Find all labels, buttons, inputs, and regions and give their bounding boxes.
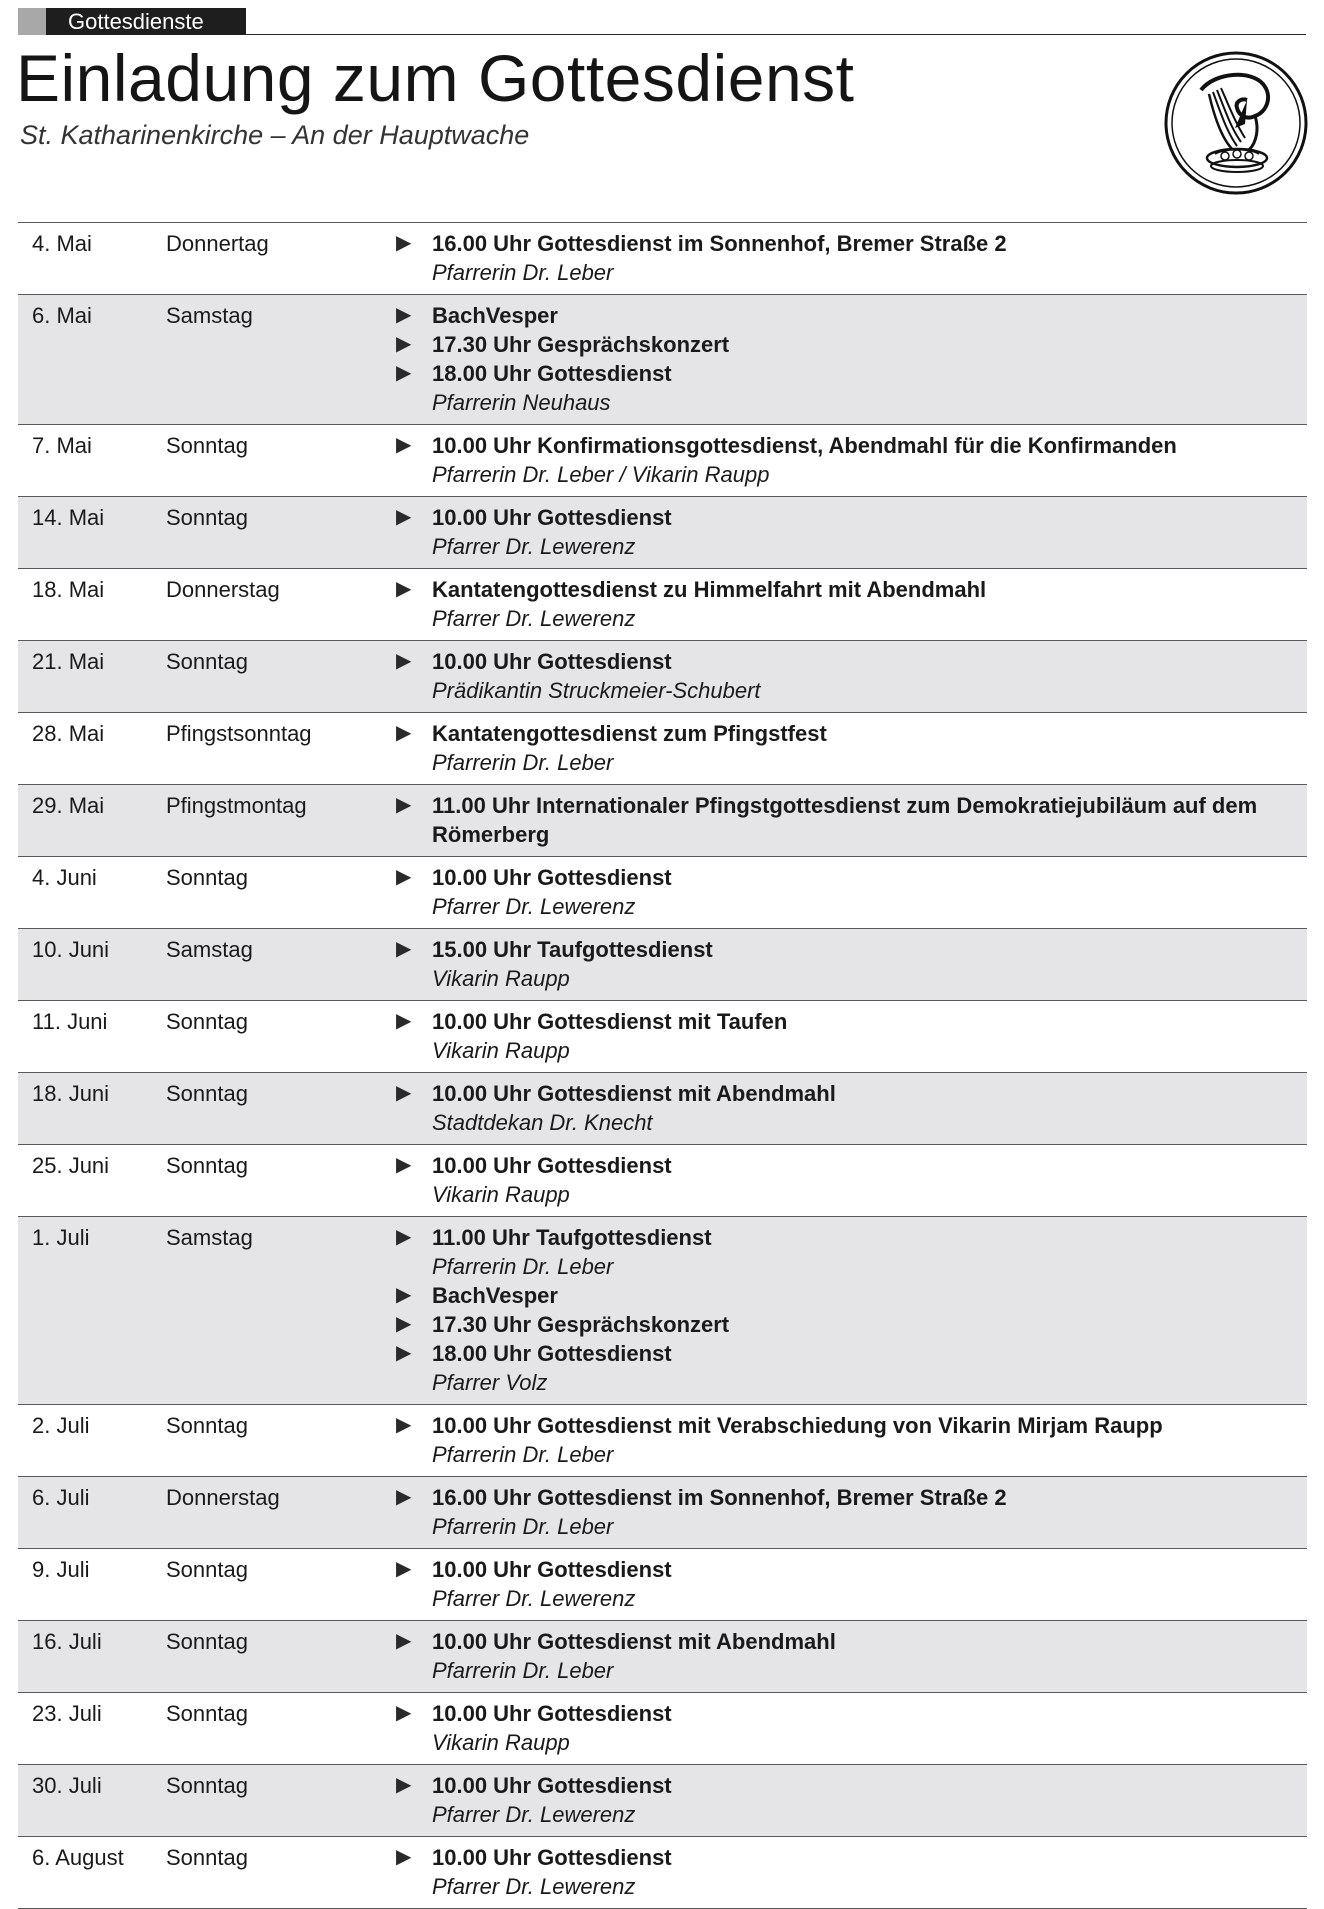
service-officiant [362, 388, 1307, 417]
section-tag-accent [18, 8, 46, 35]
schedule-row [18, 497, 1307, 569]
arrow-right-icon [362, 460, 432, 489]
arrow-right-icon: ▶ [396, 1558, 412, 1580]
event-text: 10.00 Uhr Gottesdienst [432, 1845, 672, 1870]
event-text: 11.00 Uhr Taufgottesdienst [432, 1225, 712, 1250]
arrow-right-icon: ▶ [396, 1702, 412, 1724]
event-text: 17.30 Uhr Gesprächskonzert [432, 332, 730, 357]
schedule-row [18, 1765, 1307, 1837]
service-officiant [362, 1108, 1307, 1137]
service-officiant [362, 1368, 1307, 1397]
service-officiant [362, 1180, 1307, 1209]
event-text: 15.00 Uhr Taufgottesdienst [432, 937, 713, 962]
service-date: 7. Mai [32, 433, 92, 458]
officiant-name: Pfarrerin Dr. Leber / Vikarin Raupp [432, 462, 770, 487]
service-weekday: Donnerstag [166, 577, 280, 602]
pelican-emblem-icon [1163, 50, 1309, 196]
schedule-row [18, 785, 1307, 857]
service-events [362, 1079, 1307, 1137]
event-text: BachVesper [432, 303, 558, 328]
arrow-right-icon: ▶ [396, 1082, 412, 1104]
officiant-name: Pfarrer Dr. Lewerenz [432, 1586, 636, 1611]
service-weekday: Sonntag [166, 649, 248, 674]
service-events [362, 935, 1307, 993]
section-tag-label: Gottesdienste [46, 8, 246, 35]
arrow-right-icon [362, 1584, 432, 1613]
service-officiant [362, 1440, 1307, 1469]
service-officiant [362, 1252, 1307, 1281]
service-events [362, 229, 1307, 287]
service-officiant [362, 964, 1307, 993]
service-events [362, 719, 1307, 777]
service-date: 2. Juli [32, 1413, 90, 1438]
service-date: 18. Mai [32, 577, 105, 602]
service-events [362, 1555, 1307, 1613]
officiant-name: Pfarrerin Neuhaus [432, 390, 611, 415]
service-officiant [362, 1872, 1307, 1901]
officiant-name: Pfarrer Volz [432, 1370, 548, 1395]
schedule-row [18, 1549, 1307, 1621]
officiant-name: Pfarrerin Dr. Leber [432, 1442, 614, 1467]
arrow-right-icon: ▶ [396, 1342, 412, 1364]
service-officiant [362, 1584, 1307, 1613]
service-weekday: Pfingstsonntag [166, 721, 312, 746]
officiant-name: Pfarrer Dr. Lewerenz [432, 606, 636, 631]
service-event [362, 1223, 1307, 1252]
service-events [362, 1151, 1307, 1209]
service-event [362, 791, 1307, 849]
arrow-right-icon: ▶ [396, 722, 412, 744]
service-date: 1. Juli [32, 1225, 90, 1250]
schedule-row [18, 222, 1307, 295]
event-text: 10.00 Uhr Konfirmationsgottesdienst, Abendmahl für die Konfirmanden [432, 433, 1177, 458]
officiant-name: Pfarrerin Dr. Leber [432, 260, 614, 285]
service-weekday: Sonntag [166, 1153, 248, 1178]
page-title: Einladung zum Gottesdienst [16, 41, 855, 115]
arrow-right-icon [362, 676, 432, 705]
service-officiant [362, 1800, 1307, 1829]
schedule-row [18, 1073, 1307, 1145]
event-text: 10.00 Uhr Gottesdienst [432, 1701, 672, 1726]
service-event [362, 330, 1307, 359]
service-officiant [362, 258, 1307, 287]
service-events [362, 1223, 1307, 1397]
officiant-name: Vikarin Raupp [432, 1730, 570, 1755]
service-event [362, 359, 1307, 388]
service-events [362, 301, 1307, 417]
service-weekday: Sonntag [166, 1557, 248, 1582]
schedule-row [18, 425, 1307, 497]
service-event [362, 301, 1307, 330]
service-officiant [362, 1728, 1307, 1757]
event-text: Kantatengottesdienst zum Pfingstfest [432, 721, 827, 746]
event-text: 10.00 Uhr Gottesdienst [432, 1773, 672, 1798]
officiant-name: Vikarin Raupp [432, 966, 570, 991]
service-event [362, 1699, 1307, 1728]
service-weekday: Sonntag [166, 505, 248, 530]
arrow-right-icon [362, 1512, 432, 1541]
arrow-right-icon: ▶ [396, 232, 412, 254]
arrow-right-icon [362, 532, 432, 561]
arrow-right-icon [362, 604, 432, 633]
officiant-name: Pfarrerin Dr. Leber [432, 1254, 614, 1279]
service-event [362, 431, 1307, 460]
arrow-right-icon: ▶ [396, 1774, 412, 1796]
event-text: 17.30 Uhr Gesprächskonzert [432, 1312, 730, 1337]
event-text: 10.00 Uhr Gottesdienst [432, 649, 672, 674]
service-event [362, 719, 1307, 748]
schedule-row [18, 1621, 1307, 1693]
arrow-right-icon: ▶ [396, 1630, 412, 1652]
officiant-name: Pfarrer Dr. Lewerenz [432, 534, 636, 559]
service-event [362, 1310, 1307, 1339]
service-officiant [362, 1656, 1307, 1685]
service-date: 9. Juli [32, 1557, 90, 1582]
service-date: 30. Juli [32, 1773, 102, 1798]
arrow-right-icon [362, 1440, 432, 1469]
service-date: 18. Juni [32, 1081, 110, 1106]
arrow-right-icon: ▶ [396, 1846, 412, 1868]
service-event [362, 1555, 1307, 1584]
event-text: 10.00 Uhr Gottesdienst mit Abendmahl [432, 1629, 836, 1654]
arrow-right-icon: ▶ [396, 578, 412, 600]
arrow-right-icon [362, 1368, 432, 1397]
event-text: 16.00 Uhr Gottesdienst im Sonnenhof, Bremer Straße 2 [432, 231, 1007, 256]
arrow-right-icon: ▶ [396, 794, 412, 816]
event-text: 18.00 Uhr Gottesdienst [432, 1341, 672, 1366]
arrow-right-icon [362, 964, 432, 993]
service-weekday: Sonntag [166, 1413, 248, 1438]
schedule-row [18, 1145, 1307, 1217]
service-date: 25. Juni [32, 1153, 110, 1178]
arrow-right-icon: ▶ [396, 1313, 412, 1335]
arrow-right-icon: ▶ [396, 1226, 412, 1248]
service-date: 4. Mai [32, 231, 92, 256]
arrow-right-icon [362, 1728, 432, 1757]
arrow-right-icon: ▶ [396, 434, 412, 456]
event-text: 10.00 Uhr Gottesdienst [432, 1557, 672, 1582]
service-weekday: Samstag [166, 303, 253, 328]
service-date: 10. Juni [32, 937, 110, 962]
service-weekday: Sonntag [166, 433, 248, 458]
service-event [362, 647, 1307, 676]
officiant-name: Pfarrerin Dr. Leber [432, 750, 614, 775]
arrow-right-icon: ▶ [396, 1010, 412, 1032]
officiant-name: Pfarrerin Dr. Leber [432, 1514, 614, 1539]
section-tag [18, 8, 246, 35]
service-event [362, 935, 1307, 964]
service-date: 16. Juli [32, 1629, 102, 1654]
arrow-right-icon: ▶ [396, 938, 412, 960]
service-event [362, 1483, 1307, 1512]
arrow-right-icon [362, 1872, 432, 1901]
service-officiant [362, 460, 1307, 489]
arrow-right-icon [362, 1800, 432, 1829]
event-text: 11.00 Uhr Internationaler Pfingstgottesdienst zum Demokratiejubiläum auf dem Römerberg [432, 793, 1258, 847]
service-date: 14. Mai [32, 505, 105, 530]
event-text: 10.00 Uhr Gottesdienst [432, 1153, 672, 1178]
officiant-name: Stadtdekan Dr. Knecht [432, 1110, 653, 1135]
service-officiant [362, 1512, 1307, 1541]
service-events [362, 575, 1307, 633]
service-schedule [18, 222, 1307, 1909]
service-events [362, 863, 1307, 921]
schedule-row [18, 569, 1307, 641]
service-date: 11. Juni [32, 1009, 108, 1034]
service-event [362, 1411, 1307, 1440]
service-date: 28. Mai [32, 721, 105, 746]
service-event [362, 1007, 1307, 1036]
schedule-row [18, 1217, 1307, 1405]
service-event [362, 1339, 1307, 1368]
event-text: 10.00 Uhr Gottesdienst mit Taufen [432, 1009, 788, 1034]
service-events [362, 791, 1307, 849]
officiant-name: Pfarrerin Dr. Leber [432, 1658, 614, 1683]
arrow-right-icon [362, 1656, 432, 1685]
arrow-right-icon: ▶ [396, 1284, 412, 1306]
arrow-right-icon [362, 1108, 432, 1137]
service-date: 4. Juni [32, 865, 97, 890]
arrow-right-icon [362, 1180, 432, 1209]
service-date: 6. Juli [32, 1485, 90, 1510]
event-text: 10.00 Uhr Gottesdienst [432, 865, 672, 890]
schedule-row [18, 929, 1307, 1001]
arrow-right-icon: ▶ [396, 1414, 412, 1436]
officiant-name: Pfarrer Dr. Lewerenz [432, 1874, 636, 1899]
arrow-right-icon [362, 748, 432, 777]
service-date: 29. Mai [32, 793, 105, 818]
arrow-right-icon [362, 1252, 432, 1281]
service-event [362, 1771, 1307, 1800]
arrow-right-icon [362, 388, 432, 417]
arrow-right-icon [362, 258, 432, 287]
service-weekday: Sonntag [166, 865, 248, 890]
officiant-name: Prädikantin Struckmeier-Schubert [432, 678, 761, 703]
service-date: 21. Mai [32, 649, 105, 674]
event-text: BachVesper [432, 1283, 558, 1308]
schedule-row [18, 295, 1307, 425]
service-events [362, 1007, 1307, 1065]
schedule-row [18, 1693, 1307, 1765]
officiant-name: Pfarrer Dr. Lewerenz [432, 1802, 636, 1827]
service-events [362, 647, 1307, 705]
event-text: Kantatengottesdienst zu Himmelfahrt mit Abendmahl [432, 577, 987, 602]
service-officiant [362, 532, 1307, 561]
schedule-row [18, 857, 1307, 929]
schedule-row [18, 1477, 1307, 1549]
service-date: 6. Mai [32, 303, 92, 328]
service-events [362, 1483, 1307, 1541]
arrow-right-icon: ▶ [396, 1486, 412, 1508]
service-weekday: Sonntag [166, 1773, 248, 1798]
service-events [362, 1627, 1307, 1685]
service-events [362, 503, 1307, 561]
arrow-right-icon: ▶ [396, 1154, 412, 1176]
service-weekday: Sonntag [166, 1701, 248, 1726]
service-officiant [362, 604, 1307, 633]
page-subtitle: St. Katharinenkirche – An der Hauptwache [20, 120, 530, 150]
service-date: 6. August [32, 1845, 124, 1870]
arrow-right-icon: ▶ [396, 506, 412, 528]
service-weekday: Donnertag [166, 231, 269, 256]
arrow-right-icon [362, 892, 432, 921]
service-event [362, 1843, 1307, 1872]
officiant-name: Vikarin Raupp [432, 1038, 570, 1063]
service-officiant [362, 748, 1307, 777]
arrow-right-icon: ▶ [396, 362, 412, 384]
arrow-right-icon: ▶ [396, 650, 412, 672]
service-event [362, 1151, 1307, 1180]
service-event [362, 503, 1307, 532]
schedule-row [18, 713, 1307, 785]
service-weekday: Samstag [166, 1225, 253, 1250]
schedule-row [18, 1001, 1307, 1073]
service-officiant [362, 676, 1307, 705]
service-events [362, 1843, 1307, 1901]
event-text: 16.00 Uhr Gottesdienst im Sonnenhof, Bremer Straße 2 [432, 1485, 1007, 1510]
schedule-row [18, 641, 1307, 713]
service-event [362, 863, 1307, 892]
service-event [362, 1281, 1307, 1310]
service-event [362, 1079, 1307, 1108]
service-weekday: Sonntag [166, 1629, 248, 1654]
arrow-right-icon [362, 1036, 432, 1065]
service-weekday: Samstag [166, 937, 253, 962]
officiant-name: Vikarin Raupp [432, 1182, 570, 1207]
service-weekday: Sonntag [166, 1081, 248, 1106]
officiant-name: Pfarrer Dr. Lewerenz [432, 894, 636, 919]
service-events [362, 1411, 1307, 1469]
schedule-row [18, 1405, 1307, 1477]
service-weekday: Donnerstag [166, 1485, 280, 1510]
event-text: 10.00 Uhr Gottesdienst mit Abendmahl [432, 1081, 836, 1106]
arrow-right-icon: ▶ [396, 333, 412, 355]
service-officiant [362, 1036, 1307, 1065]
arrow-right-icon: ▶ [396, 866, 412, 888]
service-event [362, 229, 1307, 258]
service-weekday: Pfingstmontag [166, 793, 307, 818]
service-events [362, 1771, 1307, 1829]
service-date: 23. Juli [32, 1701, 102, 1726]
service-event [362, 1627, 1307, 1656]
event-text: 10.00 Uhr Gottesdienst [432, 505, 672, 530]
service-events [362, 431, 1307, 489]
service-event [362, 575, 1307, 604]
service-weekday: Sonntag [166, 1845, 248, 1870]
event-text: 10.00 Uhr Gottesdienst mit Verabschiedung von Vikarin Mirjam Raupp [432, 1413, 1163, 1438]
service-weekday: Sonntag [166, 1009, 248, 1034]
event-text: 18.00 Uhr Gottesdienst [432, 361, 672, 386]
service-officiant [362, 892, 1307, 921]
arrow-right-icon: ▶ [396, 304, 412, 326]
schedule-row [18, 1837, 1307, 1909]
service-events [362, 1699, 1307, 1757]
